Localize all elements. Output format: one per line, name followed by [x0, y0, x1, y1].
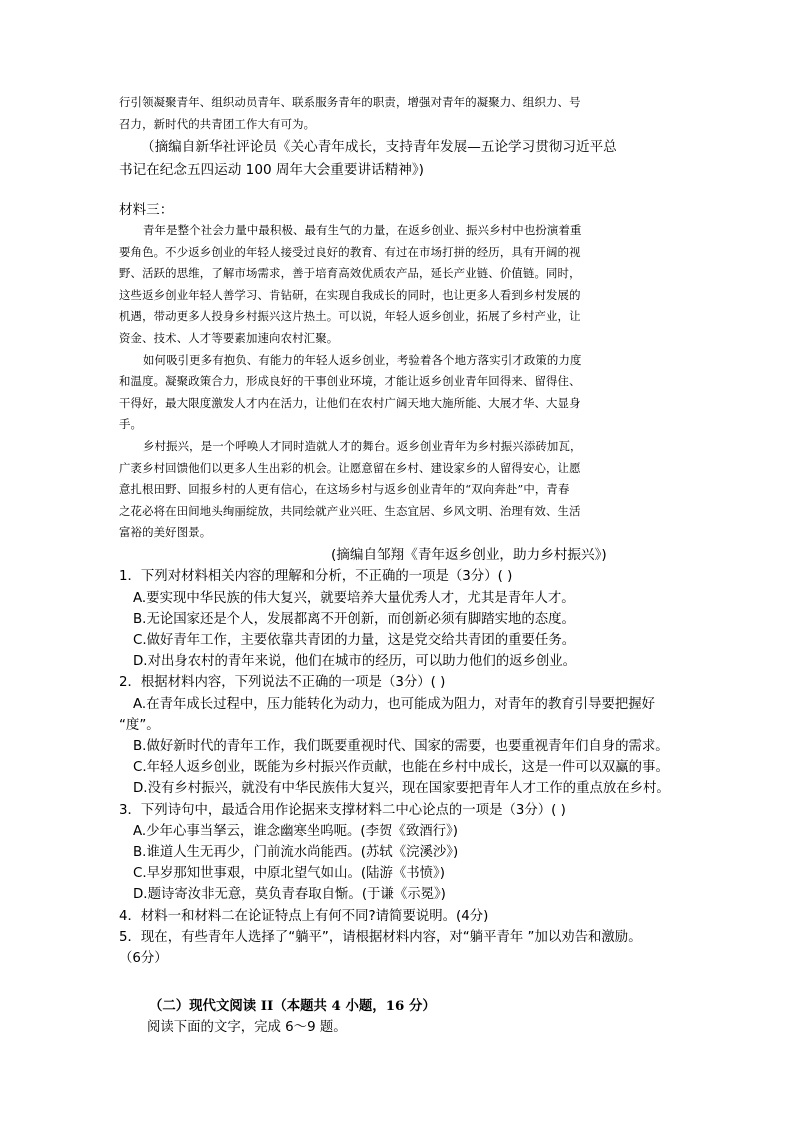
- answer-option: D.没有乡村振兴，就没有中华民族伟大复兴，现在国家要把青年人才工作的重点放在乡村。: [133, 781, 670, 797]
- question-stem: 2．根据材料内容，下列说法不正确的一项是（3分）( ): [119, 675, 446, 691]
- question: [119, 672, 683, 799]
- section-instruction: 阅读下面的文字，完成 6～9 题。: [147, 1020, 347, 1036]
- material-heading: 材料三：: [119, 202, 174, 218]
- answer-option: C.年轻人返乡创业，既能为乡村振兴作贡献，也能在乡村中成长，这是一件可以双赢的事。: [133, 760, 669, 776]
- answer-option: B.做好新时代的青年工作，我们既要重视时代、国家的需要，也要重视青年们自身的需求。: [133, 738, 669, 754]
- text-line: 野、活跃的思维，了解市场需求，善于培育高效优质农产品，延长产业链、价值链。同时，: [119, 266, 581, 281]
- text-line: 资金、技术、人才等要素加速向农村汇聚。: [119, 330, 339, 345]
- text-line: 行引领凝聚青年、组织动员青年、联系服务青年的职责，增强对青年的凝聚力、组织力、号: [119, 95, 581, 109]
- answer-option: B.无论国家还是个人，发展都离不开创新，而创新必须有脚踏实地的态度。: [133, 611, 575, 627]
- text-line: 要角色。不少返乡创业的年轻人接受过良好的教育、有过在市场打拼的经历，具有开阔的视: [119, 244, 581, 259]
- text-line: 手。: [119, 417, 143, 432]
- question-stem: 5．现在，有些青年人选择了“躺平”，请根据材料内容，对“躺平青年 ”加以劝告和激励。: [119, 929, 642, 945]
- exam-page: [119, 92, 683, 1039]
- source-citation: (摘编自邹翔《青年返乡创业，助力乡村振兴》): [331, 546, 607, 563]
- paragraph: [119, 350, 683, 436]
- paragraph: [119, 220, 683, 350]
- section-title: （二）现代文阅读 II（本题共 4 小题，16 分）: [149, 998, 436, 1015]
- answer-option: D.对出身农村的青年来说，他们在城市的经历，可以助力他们的返乡创业。: [133, 654, 577, 670]
- text-line: 富裕的美好图景。: [119, 525, 212, 540]
- question-stem: 1．下列对材料相关内容的理解和分析，不正确的一项是（3分）( ): [119, 569, 513, 585]
- question-score: （6分）: [119, 950, 168, 966]
- text-line: 乡村振兴，是一个呼唤人才同时造就人才的舞台。返乡创业青年为乡村振兴添砖加瓦，: [143, 438, 582, 453]
- text-line: 干得好，最大限度激发人才内在活力，让他们在农村广阔天地大施所能、大展才华、大显身: [119, 395, 581, 410]
- source-citation: 书记在纪念五四运动 100 周年大会重要讲话精神》): [119, 161, 424, 178]
- question: [119, 566, 683, 672]
- source-citation: （摘编自新华社评论员《关心青年成长，支持青年发展—五论学习贯彻习近平总: [141, 139, 617, 156]
- answer-option: C.早岁那知世事艰，中原北望气如山。(陆游《书愤》): [133, 866, 445, 882]
- paragraph: [119, 436, 683, 544]
- text-line: 机遇，带动更多人投身乡村振兴这片热土。可以说，年轻人返乡创业，拓展了乡村产业，让: [119, 309, 581, 324]
- question-list: [119, 566, 683, 969]
- section-two: [119, 995, 683, 1039]
- text-line: 之花必将在田间地头绚丽绽放，共同绘就产业兴旺、生态宜居、乡风文明、治理有效、生活: [119, 503, 581, 518]
- question: [119, 800, 683, 906]
- answer-option: A.在青年成长过程中，压力能转化为动力，也可能成为阻力，对青年的教育引导要把握好: [133, 696, 656, 712]
- question-stem: 4．材料一和材料二在论证特点上有何不同?请简要说明。(4分): [119, 908, 489, 924]
- question-stem: 3．下列诗句中，最适合用作论据来支撑材料二中心论点的一项是（3分）( ): [119, 802, 566, 818]
- question: [119, 927, 683, 969]
- material-three: [119, 200, 683, 566]
- text-line: 青年是整个社会力量中最积极、最有生气的力量，在返乡创业、振兴乡村中也扮演着重: [143, 223, 582, 237]
- text-line: 意扎根田野、回报乡村的人更有信心，在这场乡村与返乡创业青年的“双向奔赴”中，青春: [119, 482, 570, 497]
- answer-option-continued: “度”。: [119, 717, 160, 733]
- answer-option: D.题诗寄汝非无意，莫负青春取自惭。(于谦《示冕》): [133, 887, 446, 903]
- text-line: 召力，新时代的共青团工作大有可为。: [119, 116, 316, 131]
- answer-option: A.要实现中华民族的伟大复兴，就要培养大量优秀人才，尤其是青年人才。: [133, 590, 575, 606]
- answer-option: A.少年心事当拏云，谁念幽寒坐呜呃。(李贺《致酒行》): [133, 823, 458, 839]
- question: [119, 906, 683, 927]
- answer-option: C.做好青年工作，主要依靠共青团的力量，这是党交给共青团的重要任务。: [133, 632, 576, 648]
- material-two-tail: [119, 92, 683, 181]
- answer-option: B.谁道人生无再少，门前流水尚能西。(苏轼《浣溪沙》): [133, 844, 459, 860]
- text-line: 和温度。凝聚政策合力，形成良好的干事创业环境，才能让返乡创业青年回得来、留得住、: [119, 374, 581, 389]
- text-line: 这些返乡创业年轻人善学习、肯钻研，在实现自我成长的同时，也让更多人看到乡村发展的: [119, 287, 581, 302]
- text-line: 如何吸引更多有抱负、有能力的年轻人返乡创业，考验着各个地方落实引才政策的力度: [143, 352, 582, 367]
- text-line: 广袤乡村回馈他们以更多人生出彩的机会。让愿意留在乡村、建设家乡的人留得安心，让愿: [119, 460, 581, 475]
